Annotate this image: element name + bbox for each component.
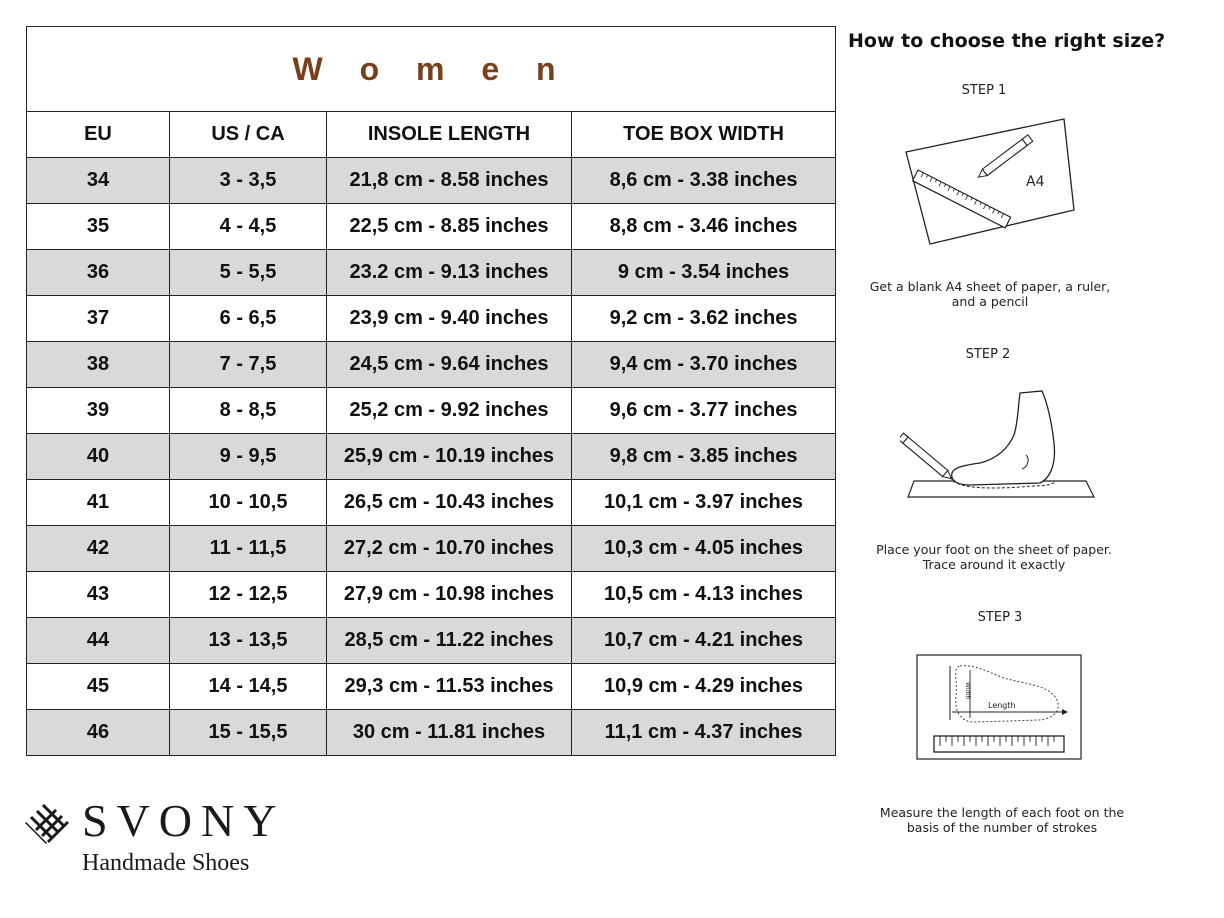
- guide-title: How to choose the right size?: [848, 30, 1166, 52]
- step3-text-line1: Measure the length of each foot on the: [879, 805, 1125, 820]
- cell-us-ca: 11 - 11,5: [170, 526, 327, 572]
- cell-us-ca: 6 - 6,5: [170, 296, 327, 342]
- cell-us-ca: 10 - 10,5: [170, 480, 327, 526]
- cell-insole: 23,9 cm - 9.40 inches: [327, 296, 572, 342]
- cell-us-ca: 7 - 7,5: [170, 342, 327, 388]
- sizing-guide: [840, 0, 1224, 918]
- step3-label: STEP 3: [977, 610, 1023, 625]
- table-row: [27, 526, 836, 572]
- cell-toe-box: 8,6 cm - 3.38 inches: [572, 158, 836, 204]
- table-title: W o m e n: [27, 27, 836, 112]
- brand-name: SVONY: [82, 795, 286, 846]
- cell-insole: 24,5 cm - 9.64 inches: [327, 342, 572, 388]
- cell-us-ca: 5 - 5,5: [170, 250, 327, 296]
- header-us-ca: US / CA: [170, 112, 327, 158]
- cell-eu: 42: [27, 526, 170, 572]
- cell-insole: 29,3 cm - 11.53 inches: [327, 664, 572, 710]
- step1-text-line1: Get a blank A4 sheet of paper, a ruler,: [869, 279, 1111, 294]
- cell-insole: 21,8 cm - 8.58 inches: [327, 158, 572, 204]
- step1-label: STEP 1: [961, 83, 1007, 98]
- length-label: Length: [988, 701, 1016, 710]
- table-row: [27, 710, 836, 756]
- cell-toe-box: 9,2 cm - 3.62 inches: [572, 296, 836, 342]
- cell-us-ca: 13 - 13,5: [170, 618, 327, 664]
- cell-eu: 38: [27, 342, 170, 388]
- step3-text-line2: basis of the number of strokes: [906, 820, 1098, 835]
- cell-toe-box: 9 cm - 3.54 inches: [572, 250, 836, 296]
- cell-eu: 37: [27, 296, 170, 342]
- brand-tagline: Handmade Shoes: [82, 850, 250, 876]
- cell-eu: 40: [27, 434, 170, 480]
- foot-measure-icon: [916, 654, 1084, 762]
- table-row: [27, 388, 836, 434]
- cell-eu: 46: [27, 710, 170, 756]
- table-title-row: [27, 27, 836, 112]
- cell-eu: 44: [27, 618, 170, 664]
- table-row: [27, 158, 836, 204]
- svony-mark-icon: [24, 800, 70, 846]
- cell-toe-box: 10,5 cm - 4.13 inches: [572, 572, 836, 618]
- cell-toe-box: 10,3 cm - 4.05 inches: [572, 526, 836, 572]
- cell-insole: 30 cm - 11.81 inches: [327, 710, 572, 756]
- cell-toe-box: 10,7 cm - 4.21 inches: [572, 618, 836, 664]
- cell-eu: 36: [27, 250, 170, 296]
- cell-us-ca: 12 - 12,5: [170, 572, 327, 618]
- cell-insole: 25,2 cm - 9.92 inches: [327, 388, 572, 434]
- cell-insole: 23.2 cm - 9.13 inches: [327, 250, 572, 296]
- cell-us-ca: 8 - 8,5: [170, 388, 327, 434]
- size-chart-table: [26, 26, 836, 756]
- cell-insole: 27,9 cm - 10.98 inches: [327, 572, 572, 618]
- table-body: [27, 158, 836, 756]
- step1-text: [840, 279, 1140, 309]
- cell-toe-box: 9,4 cm - 3.70 inches: [572, 342, 836, 388]
- cell-eu: 34: [27, 158, 170, 204]
- table-row: [27, 296, 836, 342]
- width-label: Width: [964, 682, 971, 700]
- table-row: [27, 204, 836, 250]
- cell-eu: 43: [27, 572, 170, 618]
- cell-toe-box: 9,8 cm - 3.85 inches: [572, 434, 836, 480]
- cell-toe-box: 8,8 cm - 3.46 inches: [572, 204, 836, 250]
- cell-toe-box: 10,9 cm - 4.29 inches: [572, 664, 836, 710]
- cell-eu: 39: [27, 388, 170, 434]
- header-toe-box-width: TOE BOX WIDTH: [572, 112, 836, 158]
- header-insole-length: INSOLE LENGTH: [327, 112, 572, 158]
- cell-us-ca: 9 - 9,5: [170, 434, 327, 480]
- cell-eu: 45: [27, 664, 170, 710]
- cell-insole: 25,9 cm - 10.19 inches: [327, 434, 572, 480]
- cell-toe-box: 9,6 cm - 3.77 inches: [572, 388, 836, 434]
- cell-us-ca: 4 - 4,5: [170, 204, 327, 250]
- table-row: [27, 572, 836, 618]
- sheet-a4-label: A4: [1026, 174, 1045, 190]
- cell-eu: 41: [27, 480, 170, 526]
- cell-us-ca: 15 - 15,5: [170, 710, 327, 756]
- table-row: [27, 250, 836, 296]
- step2-text-line2: Trace around it exactly: [922, 557, 1066, 572]
- brand-logo: [24, 795, 324, 888]
- step2-text-line1: Place your foot on the sheet of paper.: [876, 542, 1112, 557]
- cell-toe-box: 11,1 cm - 4.37 inches: [572, 710, 836, 756]
- step2-text: [844, 542, 1144, 572]
- cell-toe-box: 10,1 cm - 3.97 inches: [572, 480, 836, 526]
- cell-insole: 27,2 cm - 10.70 inches: [327, 526, 572, 572]
- header-eu: EU: [27, 112, 170, 158]
- cell-insole: 26,5 cm - 10.43 inches: [327, 480, 572, 526]
- step3-text: [852, 805, 1152, 835]
- cell-insole: 28,5 cm - 11.22 inches: [327, 618, 572, 664]
- table-header-row: [27, 112, 836, 158]
- step1-text-line2: and a pencil: [951, 294, 1029, 309]
- table-row: [27, 664, 836, 710]
- foot-trace-icon: [900, 385, 1100, 505]
- cell-eu: 35: [27, 204, 170, 250]
- cell-us-ca: 3 - 3,5: [170, 158, 327, 204]
- table-row: [27, 480, 836, 526]
- step2-label: STEP 2: [965, 347, 1011, 362]
- cell-us-ca: 14 - 14,5: [170, 664, 327, 710]
- paper-ruler-pencil-icon: [900, 112, 1140, 252]
- table-row: [27, 618, 836, 664]
- table-row: [27, 342, 836, 388]
- table-row: [27, 434, 836, 480]
- cell-insole: 22,5 cm - 8.85 inches: [327, 204, 572, 250]
